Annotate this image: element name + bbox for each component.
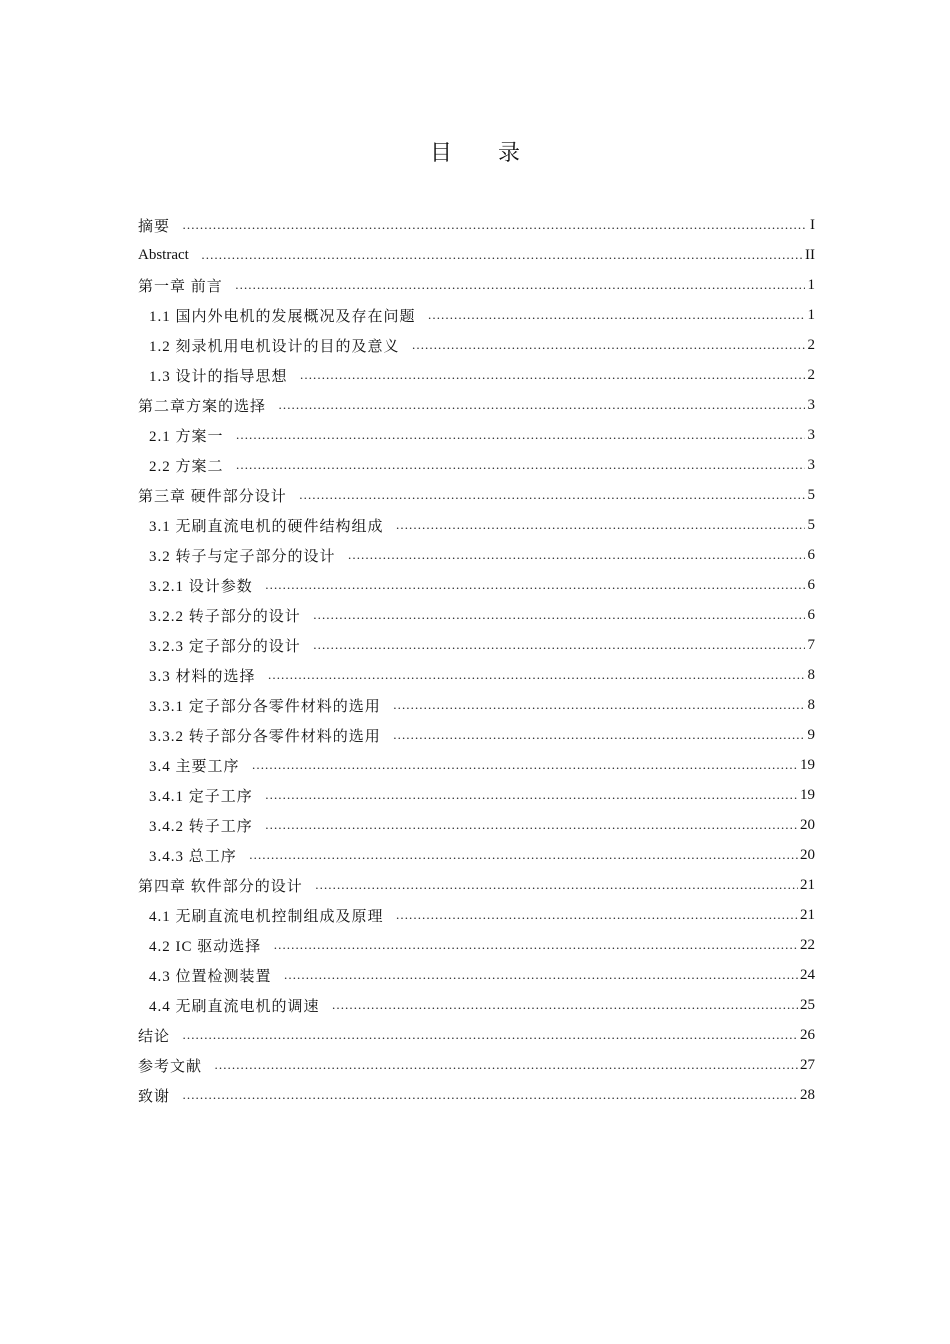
toc-entry-label: 3.4.3 总工序 [149, 848, 237, 865]
toc-entry-label: 2.2 方案二 [149, 458, 224, 475]
toc-dot-leader [313, 600, 805, 630]
page-title-part-2: 录 [498, 140, 521, 165]
toc-entry[interactable] [138, 450, 815, 480]
toc-entry[interactable] [138, 840, 815, 870]
toc-entry-page-number: 3 [807, 456, 815, 473]
toc-dot-leader [278, 390, 805, 420]
toc-entry[interactable] [138, 540, 815, 570]
toc-entry[interactable] [138, 960, 815, 990]
toc-entry[interactable] [138, 660, 815, 690]
toc-entry-label: 3.3 材料的选择 [149, 668, 256, 685]
toc-entry[interactable] [138, 480, 815, 510]
toc-entry[interactable] [138, 720, 815, 750]
toc-entry[interactable] [138, 510, 815, 540]
toc-entry-page-number: 3 [807, 396, 815, 413]
toc-entry-label: 2.1 方案一 [149, 428, 224, 445]
toc-dot-leader [214, 1050, 798, 1080]
toc-dot-leader [236, 450, 805, 480]
toc-entry-label: 3.2 转子与定子部分的设计 [149, 548, 336, 565]
toc-entry[interactable] [138, 810, 815, 840]
toc-entry-page-number: 3 [807, 426, 815, 443]
toc-dot-leader [396, 510, 805, 540]
toc-entry[interactable] [138, 630, 815, 660]
toc-entry-label: 3.4 主要工序 [149, 758, 240, 775]
toc-dot-leader [265, 780, 798, 810]
toc-dot-leader [332, 990, 798, 1020]
toc-dot-leader [182, 1020, 798, 1050]
toc-entry-page-number: 6 [807, 576, 815, 593]
toc-entry-label: 3.3.2 转子部分各零件材料的选用 [149, 728, 381, 745]
toc-entry[interactable] [138, 1050, 815, 1080]
toc-entry-label: 4.3 位置检测装置 [149, 968, 272, 985]
toc-entry-label: 4.2 IC 驱动选择 [149, 938, 262, 955]
toc-dot-leader [348, 540, 805, 570]
toc-entry-page-number: 22 [800, 936, 815, 953]
toc-entry-page-number: 26 [800, 1026, 815, 1043]
toc-entry-label: 3.4.1 定子工序 [149, 788, 253, 805]
toc-entry-label: 摘要 [138, 218, 171, 235]
toc-dot-leader [393, 690, 805, 720]
toc-entry-page-number: 7 [807, 636, 815, 653]
toc-dot-leader [265, 570, 805, 600]
toc-entry-label: 3.4.2 转子工序 [149, 818, 253, 835]
toc-entry[interactable] [138, 690, 815, 720]
toc-entry-page-number: 2 [807, 336, 815, 353]
toc-entry-page-number: 28 [800, 1086, 815, 1103]
toc-entry-label: 3.3.1 定子部分各零件材料的选用 [149, 698, 381, 715]
toc-entry[interactable] [138, 600, 815, 630]
toc-entry-page-number: 8 [807, 666, 815, 683]
toc-entry-page-number: 20 [800, 846, 815, 863]
toc-entry-page-number: 6 [807, 606, 815, 623]
toc-entry-label: 1.1 国内外电机的发展概况及存在问题 [149, 308, 416, 325]
toc-dot-leader [182, 210, 805, 240]
toc-dot-leader [265, 810, 798, 840]
toc-dot-leader [299, 480, 805, 510]
toc-entry[interactable] [138, 570, 815, 600]
toc-entry-page-number: 1 [807, 276, 815, 293]
toc-entry-label: 3.2.1 设计参数 [149, 578, 253, 595]
toc-entry-label: 结论 [138, 1028, 171, 1045]
toc-dot-leader [201, 240, 803, 270]
toc-entry-label: 致谢 [138, 1088, 171, 1105]
toc-entry[interactable] [138, 870, 815, 900]
toc-entry-page-number: 21 [800, 876, 815, 893]
toc-entry-label: 1.3 设计的指导思想 [149, 368, 288, 385]
toc-entry[interactable] [138, 270, 815, 300]
toc-entry-page-number: 1 [807, 306, 815, 323]
toc-entry[interactable] [138, 240, 815, 270]
page-title-part-1: 目 [429, 140, 452, 165]
toc-dot-leader [273, 930, 798, 960]
toc-entry-label: 第四章 软件部分的设计 [138, 878, 303, 895]
toc-entry-page-number: 24 [800, 966, 815, 983]
toc-dot-leader [313, 630, 805, 660]
toc-entry-page-number: 19 [800, 786, 815, 803]
toc-entry-page-number: II [805, 246, 815, 263]
toc-entry-label: Abstract [138, 246, 189, 263]
toc-dot-leader [249, 840, 798, 870]
toc-dot-leader [300, 360, 805, 390]
toc-entry[interactable] [138, 990, 815, 1020]
toc-entry-page-number: 8 [807, 696, 815, 713]
toc-entry[interactable] [138, 300, 815, 330]
toc-dot-leader [236, 420, 805, 450]
toc-dot-leader [396, 900, 798, 930]
toc-entry[interactable] [138, 390, 815, 420]
toc-entry[interactable] [138, 210, 815, 240]
toc-entry[interactable] [138, 360, 815, 390]
toc-entry-page-number: I [810, 216, 815, 233]
toc-entry-page-number: 9 [807, 726, 815, 743]
toc-entry-page-number: 27 [800, 1056, 815, 1073]
toc-entry-label: 第三章 硬件部分设计 [138, 488, 287, 505]
toc-entry-page-number: 5 [807, 486, 815, 503]
page-title [0, 138, 950, 168]
toc-dot-leader [284, 960, 798, 990]
toc-entry-label: 3.2.3 定子部分的设计 [149, 638, 301, 655]
toc-entry-label: 参考文献 [138, 1058, 203, 1075]
toc-entry-label: 4.4 无刷直流电机的调速 [149, 998, 320, 1015]
toc-entry-label: 4.1 无刷直流电机控制组成及原理 [149, 908, 384, 925]
table-of-contents [138, 210, 815, 1110]
toc-entry-label: 1.2 刻录机用电机设计的目的及意义 [149, 338, 400, 355]
toc-entry[interactable] [138, 420, 815, 450]
toc-entry[interactable] [138, 750, 815, 780]
toc-dot-leader [268, 660, 805, 690]
toc-entry[interactable] [138, 1080, 815, 1110]
toc-entry[interactable] [138, 930, 815, 960]
toc-entry-page-number: 19 [800, 756, 815, 773]
toc-dot-leader [315, 870, 798, 900]
toc-dot-leader [428, 300, 805, 330]
toc-entry[interactable] [138, 780, 815, 810]
toc-dot-leader [182, 1080, 798, 1110]
toc-entry-label: 第一章 前言 [138, 278, 223, 295]
toc-entry-page-number: 20 [800, 816, 815, 833]
toc-entry[interactable] [138, 330, 815, 360]
toc-entry-page-number: 2 [807, 366, 815, 383]
toc-dot-leader [235, 270, 805, 300]
toc-entry-label: 3.1 无刷直流电机的硬件结构组成 [149, 518, 384, 535]
toc-dot-leader [252, 750, 798, 780]
toc-entry[interactable] [138, 900, 815, 930]
toc-entry-page-number: 5 [807, 516, 815, 533]
toc-dot-leader [393, 720, 805, 750]
toc-entry-page-number: 21 [800, 906, 815, 923]
toc-entry-label: 3.2.2 转子部分的设计 [149, 608, 301, 625]
toc-entry-label: 第二章方案的选择 [138, 398, 267, 415]
toc-dot-leader [412, 330, 805, 360]
toc-entry-page-number: 25 [800, 996, 815, 1013]
toc-entry[interactable] [138, 1020, 815, 1050]
toc-entry-page-number: 6 [807, 546, 815, 563]
